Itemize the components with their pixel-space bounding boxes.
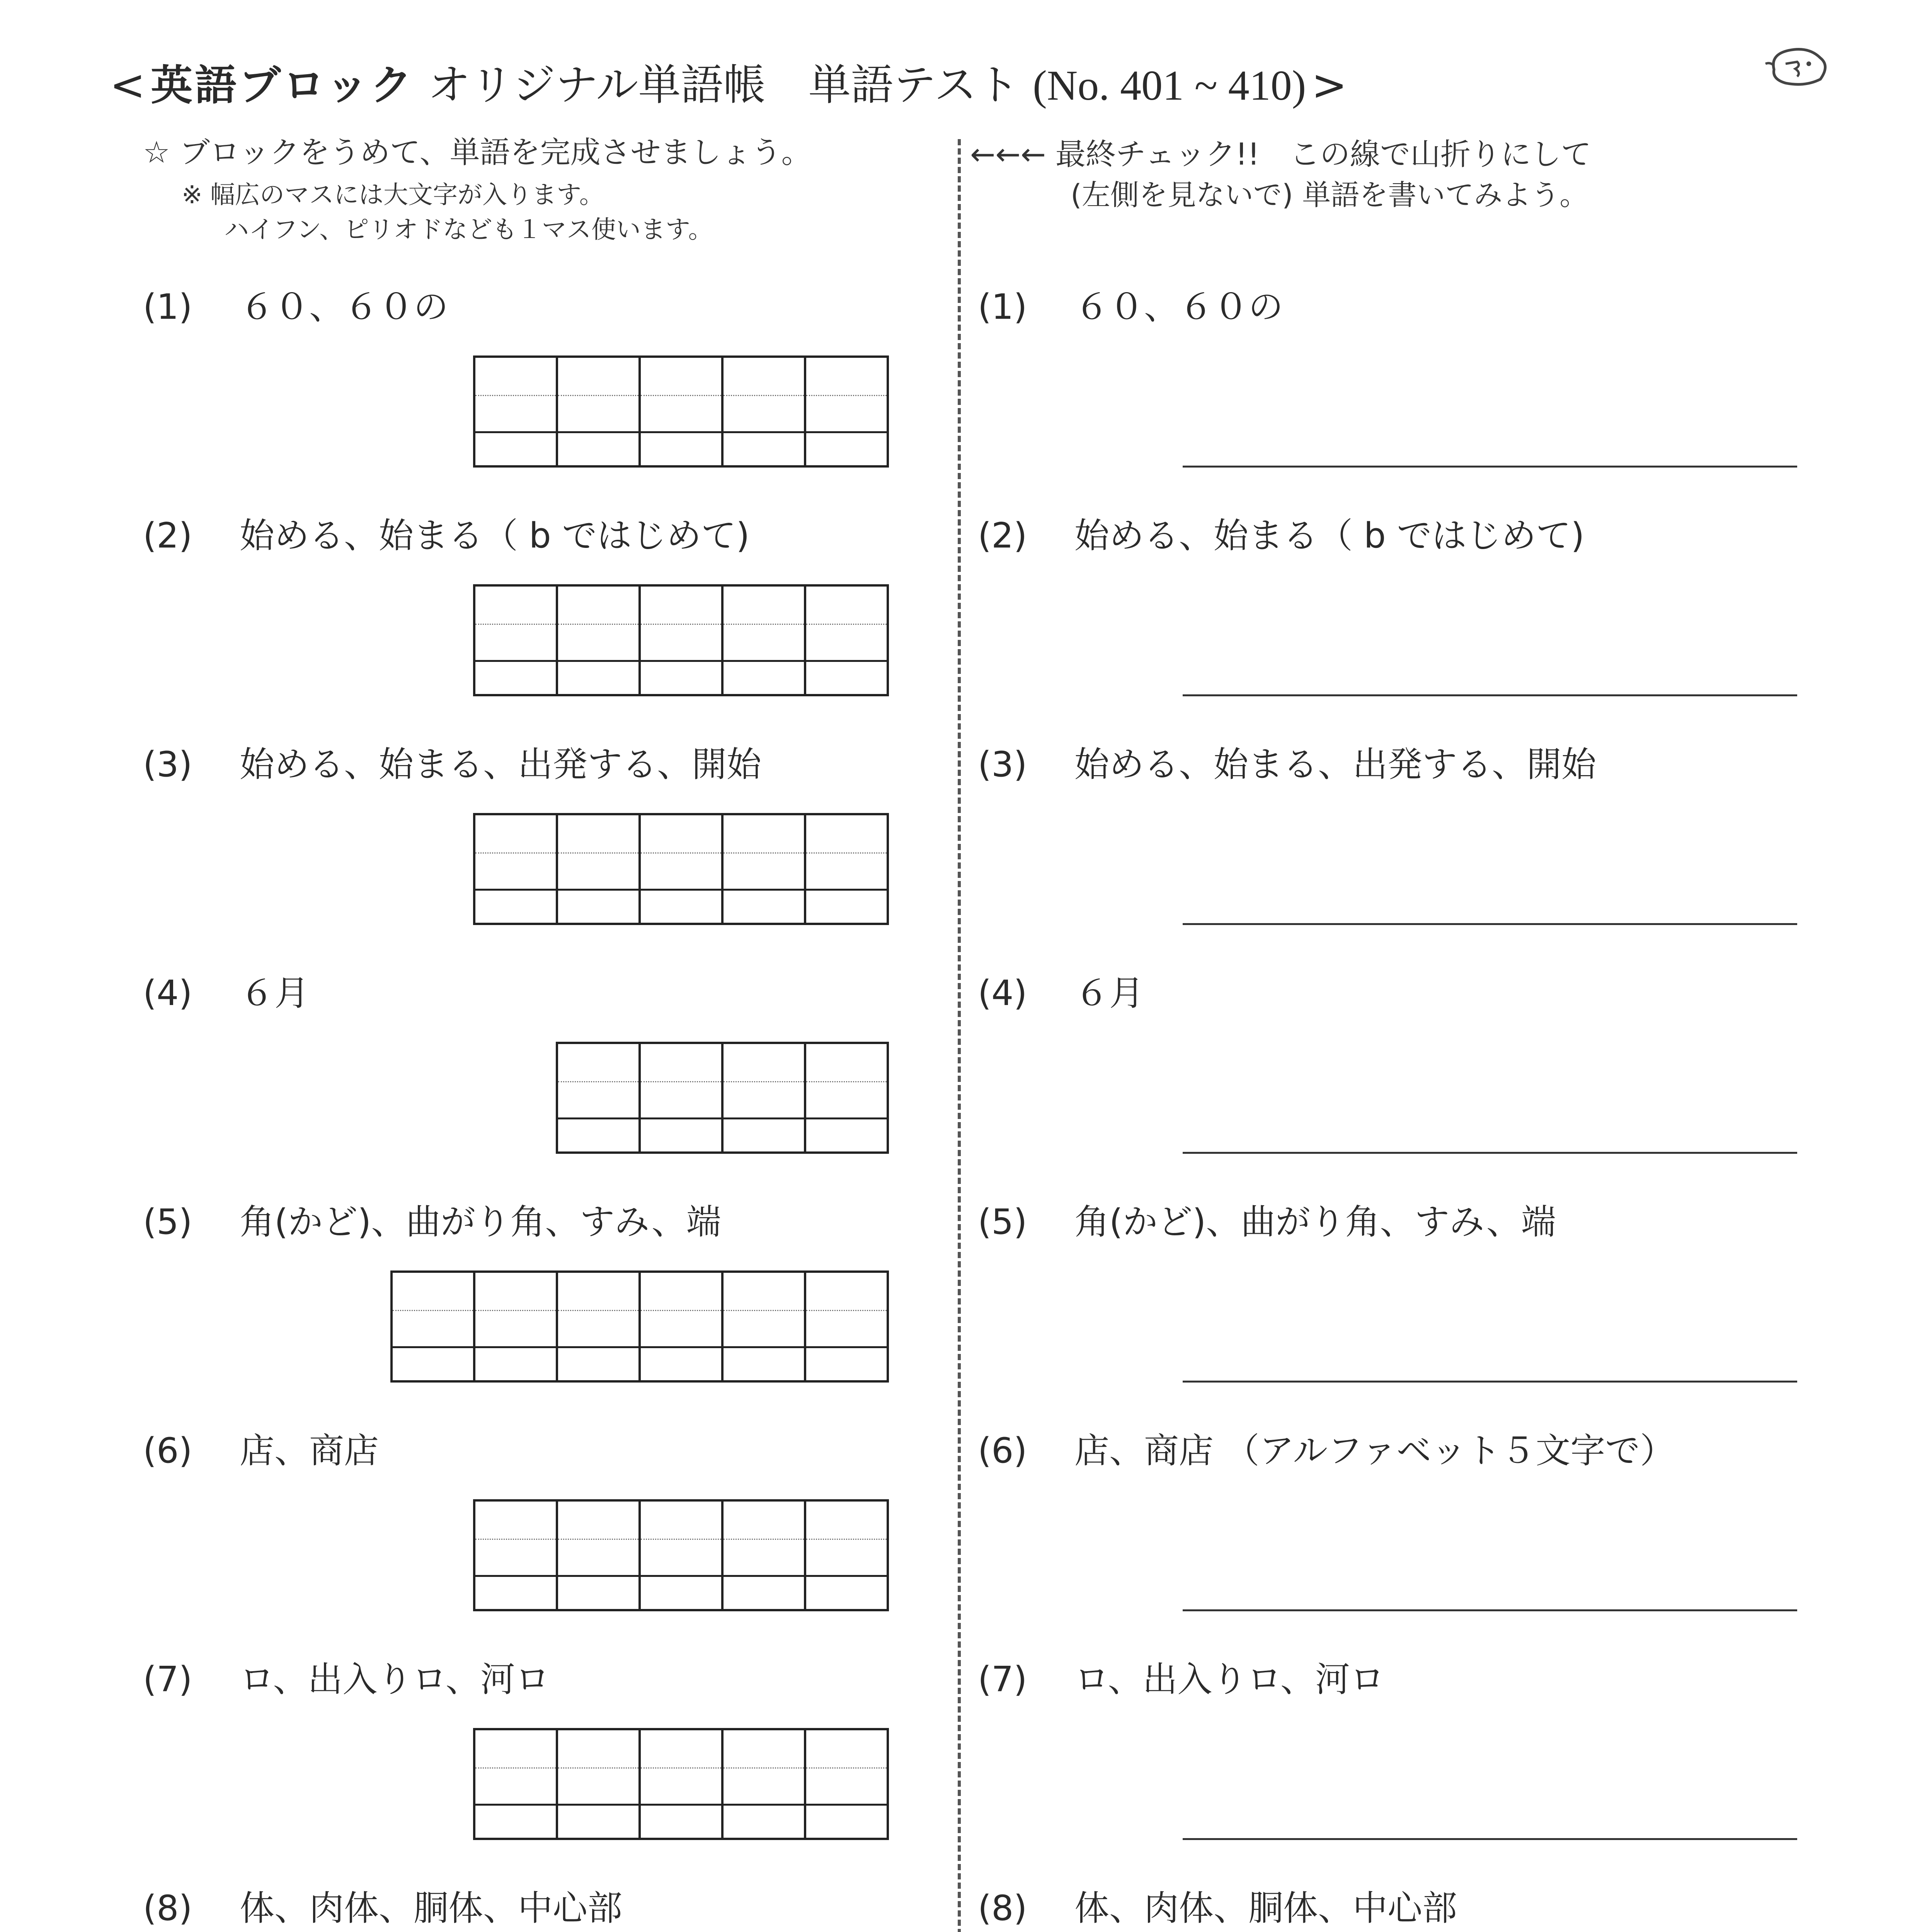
- letter-cell[interactable]: [556, 1042, 641, 1154]
- question-text: ロ、出入りロ、河ロ: [240, 1659, 550, 1700]
- letter-cell[interactable]: [721, 584, 806, 696]
- left-question-4: [143, 972, 309, 1015]
- letter-cell[interactable]: [638, 813, 724, 925]
- letter-cell[interactable]: [473, 355, 558, 468]
- question-text: 始める、始まる、出発する、開始: [240, 744, 761, 785]
- smiley-face-icon: [1762, 43, 1832, 89]
- question-text: ロ、出入りロ、河ロ: [1074, 1659, 1385, 1700]
- title-text: オリジナル単語帳 単語テスト: [427, 60, 1020, 110]
- letter-cell[interactable]: [556, 584, 641, 696]
- letter-cell[interactable]: [473, 584, 558, 696]
- letter-cell[interactable]: [638, 1270, 724, 1383]
- title-open-bracket: <: [110, 60, 146, 110]
- left-question-5: [143, 1201, 721, 1243]
- letter-cell[interactable]: [721, 1728, 806, 1840]
- question-text: ６月: [1074, 973, 1144, 1014]
- letter-cell[interactable]: [804, 1270, 889, 1383]
- question-number: (2): [143, 515, 192, 556]
- question-number: (8): [978, 1888, 1027, 1929]
- question-number: (6): [978, 1430, 1027, 1471]
- letter-cell[interactable]: [473, 1499, 558, 1611]
- question-text: 始める、始まる、出発する、開始: [1074, 744, 1596, 785]
- title-range: (No. 401 ~ 410): [1033, 62, 1306, 109]
- letter-cell[interactable]: [638, 1728, 724, 1840]
- question-number: (7): [978, 1659, 1027, 1700]
- right-question-5: [978, 1201, 1556, 1243]
- answer-write-line[interactable]: [1183, 1609, 1797, 1611]
- left-note-2: ハイフン、ピリオドなども１マス使います。: [224, 216, 713, 244]
- letter-cell[interactable]: [473, 813, 558, 925]
- letter-cell[interactable]: [638, 1499, 724, 1611]
- answer-write-line[interactable]: [1183, 1838, 1797, 1840]
- question-number: (4): [143, 973, 192, 1014]
- left-question-1: [143, 286, 448, 328]
- letter-cell[interactable]: [556, 1499, 641, 1611]
- right-question-2: [978, 515, 1584, 557]
- answer-block-grid: [473, 355, 889, 468]
- question-number: (3): [978, 744, 1027, 785]
- right-question-4: [978, 972, 1144, 1015]
- question-text: 始める、始まる（ b ではじめて): [1074, 515, 1585, 556]
- question-text: ６０、６０の: [240, 287, 448, 327]
- answer-block-grid: [390, 1270, 889, 1383]
- page-title: [104, 58, 1352, 113]
- letter-cell[interactable]: [804, 1042, 889, 1154]
- letter-cell[interactable]: [721, 1042, 806, 1154]
- letter-cell[interactable]: [556, 813, 641, 925]
- question-text: 角(かど)、曲がり角、すみ、端: [240, 1202, 721, 1242]
- letter-cell[interactable]: [473, 1270, 558, 1383]
- question-text: 体、肉体、胴体、中心部: [240, 1888, 622, 1929]
- question-text: ６月: [240, 973, 309, 1014]
- letter-cell[interactable]: [804, 584, 889, 696]
- question-number: (1): [143, 287, 192, 327]
- answer-write-line[interactable]: [1183, 923, 1797, 925]
- answer-write-line[interactable]: [1183, 694, 1797, 696]
- answer-block-grid: [473, 813, 889, 925]
- letter-cell[interactable]: [556, 1270, 641, 1383]
- letter-cell[interactable]: [556, 355, 641, 468]
- right-question-8: [978, 1887, 1457, 1930]
- letter-cell[interactable]: [556, 1728, 641, 1840]
- left-note-1: ※ 幅広のマスには大文字が入ります。: [182, 181, 604, 209]
- left-question-8: [143, 1887, 622, 1930]
- right-question-6: [978, 1430, 1675, 1472]
- letter-cell[interactable]: [804, 1728, 889, 1840]
- question-text: ６０、６０の: [1074, 287, 1283, 327]
- letter-cell[interactable]: [638, 1042, 724, 1154]
- question-number: (8): [143, 1888, 192, 1929]
- question-number: (3): [143, 744, 192, 785]
- question-number: (2): [978, 515, 1027, 556]
- question-text: 始める、始まる（ b ではじめて): [240, 515, 750, 556]
- left-question-3: [143, 743, 761, 786]
- letter-cell[interactable]: [804, 1499, 889, 1611]
- question-text: 体、肉体、胴体、中心部: [1074, 1888, 1457, 1929]
- question-text: 角(かど)、曲がり角、すみ、端: [1074, 1202, 1556, 1242]
- letter-cell[interactable]: [390, 1270, 475, 1383]
- left-question-2: [143, 515, 749, 557]
- letter-cell[interactable]: [804, 813, 889, 925]
- question-number: (7): [143, 1659, 192, 1700]
- answer-block-grid: [556, 1042, 889, 1154]
- letter-cell[interactable]: [721, 1270, 806, 1383]
- left-question-6: [143, 1430, 379, 1472]
- answer-block-grid: [473, 1728, 889, 1840]
- left-question-7: [143, 1658, 550, 1701]
- question-text: 店、商店: [240, 1430, 379, 1471]
- letter-cell[interactable]: [721, 355, 806, 468]
- question-text: 店、商店 （アルファベット５文字で）: [1074, 1430, 1675, 1471]
- question-number: (1): [978, 287, 1027, 327]
- fold-line-divider: [958, 139, 961, 1932]
- answer-block-grid: [473, 584, 889, 696]
- question-number: (5): [978, 1202, 1027, 1242]
- question-number: (5): [143, 1202, 192, 1242]
- answer-write-line[interactable]: [1183, 1152, 1797, 1154]
- brand-name: 英語ブロック: [151, 61, 415, 110]
- question-number: (4): [978, 973, 1027, 1014]
- answer-block-grid: [473, 1499, 889, 1611]
- right-instruction-2: (左側を見ないで) 単語を書いてみよう。: [1071, 179, 1588, 212]
- answer-write-line[interactable]: [1183, 466, 1797, 468]
- letter-cell[interactable]: [721, 1499, 806, 1611]
- right-question-7: [978, 1658, 1385, 1701]
- right-question-3: [978, 743, 1596, 786]
- letter-cell[interactable]: [804, 355, 889, 468]
- left-instruction: ☆ ブロックをうめて、単語を完成させましょう。: [143, 135, 812, 170]
- right-question-1: [978, 286, 1283, 328]
- right-instruction-1: ←←← 最終チェック!! この線で山折りにして: [970, 137, 1592, 172]
- letter-cell[interactable]: [638, 355, 724, 468]
- title-close-bracket: >: [1311, 60, 1347, 110]
- letter-cell[interactable]: [721, 813, 806, 925]
- letter-cell[interactable]: [638, 584, 724, 696]
- question-number: (6): [143, 1430, 192, 1471]
- letter-cell[interactable]: [473, 1728, 558, 1840]
- answer-write-line[interactable]: [1183, 1381, 1797, 1383]
